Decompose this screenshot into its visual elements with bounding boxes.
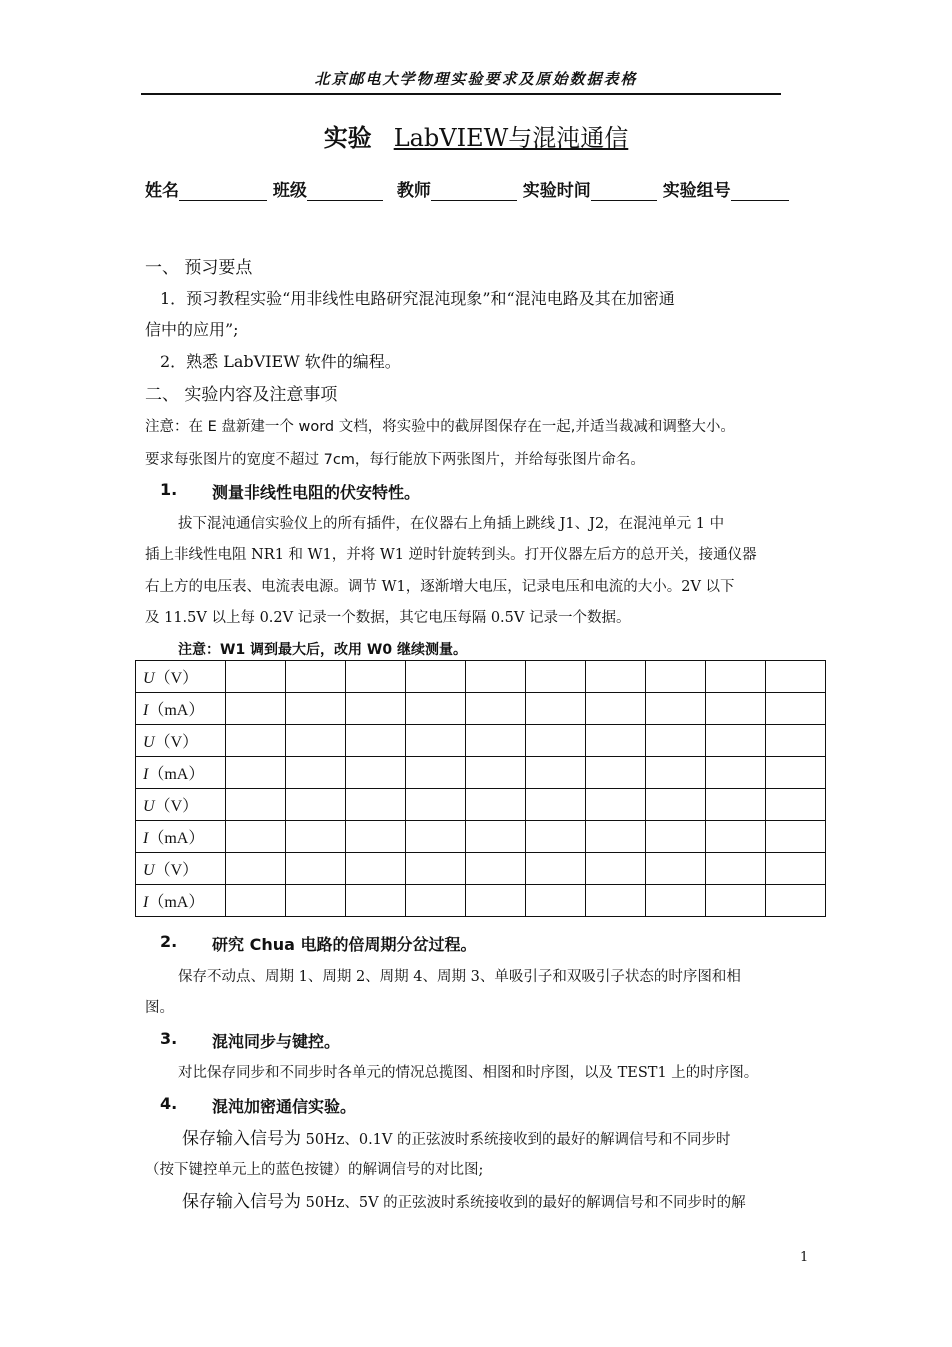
table-row xyxy=(136,821,826,853)
section1-heading: 一、 预习要点 xyxy=(145,258,253,278)
data-cell[interactable] xyxy=(346,725,406,757)
info-fields xyxy=(145,176,789,201)
data-cell[interactable] xyxy=(346,661,406,693)
exp2-line1: 保存不动点、周期 1、周期 2、周期 4、周期 3、单吸引子和双吸引子状态的时序图和相 xyxy=(178,969,741,985)
exp4-line1 xyxy=(182,1124,730,1149)
row-label xyxy=(136,757,226,789)
row-variable: I xyxy=(143,702,149,719)
data-cell[interactable] xyxy=(466,661,526,693)
name-blank[interactable] xyxy=(179,182,267,201)
section1-item1-line2: 信中的应用”; xyxy=(145,320,239,339)
row-label xyxy=(136,885,226,917)
table-row xyxy=(136,885,826,917)
exp3-line1: 对比保存同步和不同步时各单元的情况总揽图、相图和时序图，以及 TEST1 上的时序图。 xyxy=(178,1065,759,1081)
data-cell[interactable] xyxy=(646,693,706,725)
data-cell[interactable] xyxy=(286,693,346,725)
row-variable: U xyxy=(143,862,155,879)
row-label xyxy=(136,661,226,693)
data-cell[interactable] xyxy=(226,693,286,725)
exp1-line4: 及 11.5V 以上每 0.2V 记录一个数据，其它电压每隔 0.5V 记录一个数据。 xyxy=(145,610,631,626)
exp1-line3: 右上方的电压表、电流表电源。调节 W1，逐渐增大电压，记录电压和电流的大小。2V 以下 xyxy=(145,579,735,595)
data-cell[interactable] xyxy=(406,789,466,821)
data-cell[interactable] xyxy=(586,789,646,821)
exp4-line3-lead: 保存输入信号为 xyxy=(182,1192,301,1212)
data-cell[interactable] xyxy=(706,821,766,853)
document-title xyxy=(0,118,952,153)
time-label: 实验时间 xyxy=(522,181,591,201)
data-cell[interactable] xyxy=(226,757,286,789)
data-cell[interactable] xyxy=(406,885,466,917)
data-cell[interactable] xyxy=(646,853,706,885)
data-cell[interactable] xyxy=(766,789,826,821)
group-blank[interactable] xyxy=(731,182,789,201)
data-cell[interactable] xyxy=(466,693,526,725)
data-cell[interactable] xyxy=(346,693,406,725)
data-cell[interactable] xyxy=(406,661,466,693)
row-unit: （mA） xyxy=(148,766,205,783)
data-cell[interactable] xyxy=(406,693,466,725)
data-cell[interactable] xyxy=(226,853,286,885)
section2-note-line1: 注意：在 E 盘新建一个 word 文档，将实验中的截屏图保存在一起,并适当裁减和调整大小。 xyxy=(145,419,735,435)
data-cell[interactable] xyxy=(346,821,406,853)
row-unit: （V） xyxy=(154,670,199,687)
table-row xyxy=(136,725,826,757)
data-cell[interactable] xyxy=(766,661,826,693)
exp4-line3-rest: 50Hz、5V 的正弦波时系统接收到的最好的解调信号和不同步时的解 xyxy=(301,1195,746,1211)
table-row xyxy=(136,853,826,885)
row-unit: （mA） xyxy=(148,702,205,719)
data-cell[interactable] xyxy=(766,853,826,885)
data-cell[interactable] xyxy=(706,693,766,725)
exp1-note: 注意：W1 调到最大后，改用 W0 继续测量。 xyxy=(178,642,467,658)
row-variable: I xyxy=(143,894,149,911)
data-cell[interactable] xyxy=(226,661,286,693)
data-cell[interactable] xyxy=(646,789,706,821)
data-cell[interactable] xyxy=(406,725,466,757)
data-cell[interactable] xyxy=(646,885,706,917)
data-cell[interactable] xyxy=(646,821,706,853)
data-cell[interactable] xyxy=(286,789,346,821)
exp4-line3 xyxy=(182,1187,746,1212)
data-cell[interactable] xyxy=(346,853,406,885)
title-prefix: 实验 xyxy=(323,123,372,152)
data-cell[interactable] xyxy=(406,757,466,789)
data-cell[interactable] xyxy=(466,885,526,917)
data-cell[interactable] xyxy=(766,757,826,789)
data-cell[interactable] xyxy=(226,789,286,821)
table-row xyxy=(136,789,826,821)
row-unit: （mA） xyxy=(148,830,205,847)
table-row xyxy=(136,757,826,789)
section1-item2: 2．熟悉 LabVIEW 软件的编程。 xyxy=(160,352,401,371)
data-cell[interactable] xyxy=(646,757,706,789)
exp4-line1-lead: 保存输入信号为 xyxy=(182,1129,301,1149)
exp4-line2: （按下键控单元上的蓝色按键）的解调信号的对比图; xyxy=(145,1162,484,1178)
data-cell[interactable] xyxy=(346,757,406,789)
exp4-number: 4. xyxy=(160,1094,178,1113)
row-label xyxy=(136,821,226,853)
data-cell[interactable] xyxy=(286,821,346,853)
data-cell[interactable] xyxy=(466,821,526,853)
row-unit: （mA） xyxy=(148,894,205,911)
page-number: 1 xyxy=(800,1250,809,1265)
data-cell[interactable] xyxy=(646,725,706,757)
data-cell[interactable] xyxy=(226,821,286,853)
data-cell[interactable] xyxy=(706,885,766,917)
data-cell[interactable] xyxy=(286,853,346,885)
row-unit: （V） xyxy=(154,862,199,879)
data-cell[interactable] xyxy=(466,789,526,821)
data-cell[interactable] xyxy=(586,725,646,757)
exp4-line1-rest: 50Hz、0.1V 的正弦波时系统接收到的最好的解调信号和不同步时 xyxy=(301,1132,731,1148)
data-cell[interactable] xyxy=(226,725,286,757)
exp2-title: 研究 Chua 电路的倍周期分岔过程。 xyxy=(212,935,477,954)
data-cell[interactable] xyxy=(586,661,646,693)
data-cell[interactable] xyxy=(586,885,646,917)
iv-data-table xyxy=(135,660,826,917)
data-cell[interactable] xyxy=(706,853,766,885)
row-unit: （V） xyxy=(154,734,199,751)
data-cell[interactable] xyxy=(346,789,406,821)
data-cell[interactable] xyxy=(526,757,586,789)
data-cell[interactable] xyxy=(526,661,586,693)
header-rule xyxy=(141,93,781,95)
row-label xyxy=(136,693,226,725)
group-label: 实验组号 xyxy=(662,181,731,201)
name-label: 姓名 xyxy=(145,181,179,201)
exp3-title: 混沌同步与键控。 xyxy=(212,1032,341,1051)
section2-note-line2: 要求每张图片的宽度不超过 7cm，每行能放下两张图片，并给每张图片命名。 xyxy=(145,452,645,468)
teacher-label: 教师 xyxy=(396,181,431,201)
data-cell[interactable] xyxy=(406,853,466,885)
data-cell[interactable] xyxy=(586,821,646,853)
exp1-line2: 插上非线性电阻 NR1 和 W1，并将 W1 逆时针旋转到头。打开仪器左后方的总开关，接通仪器 xyxy=(145,547,757,563)
data-cell[interactable] xyxy=(586,853,646,885)
table-row xyxy=(136,693,826,725)
section1-item1-line1: 1．预习教程实验“用非线性电路研究混沌现象”和“混沌电路及其在加密通 xyxy=(160,289,675,308)
exp3-number: 3. xyxy=(160,1029,178,1048)
class-label: 班级 xyxy=(272,181,307,201)
data-cell[interactable] xyxy=(706,725,766,757)
data-cell[interactable] xyxy=(286,725,346,757)
data-cell[interactable] xyxy=(526,853,586,885)
data-cell[interactable] xyxy=(286,661,346,693)
row-variable: I xyxy=(143,766,149,783)
class-blank[interactable] xyxy=(307,182,383,201)
data-cell[interactable] xyxy=(526,725,586,757)
data-cell[interactable] xyxy=(286,757,346,789)
exp1-line1: 拔下混沌通信实验仪上的所有插件，在仪器右上角插上跳线 J1、J2，在混沌单元 1 中 xyxy=(178,516,725,532)
data-cell[interactable] xyxy=(466,853,526,885)
row-label xyxy=(136,725,226,757)
data-cell[interactable] xyxy=(706,789,766,821)
data-cell[interactable] xyxy=(586,757,646,789)
data-cell[interactable] xyxy=(526,885,586,917)
section2-heading: 二、 实验内容及注意事项 xyxy=(145,385,338,405)
data-cell[interactable] xyxy=(766,693,826,725)
exp2-line2: 图。 xyxy=(145,1000,174,1016)
row-variable: U xyxy=(143,798,155,815)
time-blank[interactable] xyxy=(591,182,657,201)
data-cell[interactable] xyxy=(706,661,766,693)
data-cell[interactable] xyxy=(766,821,826,853)
data-cell[interactable] xyxy=(646,661,706,693)
row-unit: （V） xyxy=(154,798,199,815)
data-cell[interactable] xyxy=(406,821,466,853)
data-cell[interactable] xyxy=(226,885,286,917)
row-label xyxy=(136,789,226,821)
row-variable: I xyxy=(143,830,149,847)
exp2-number: 2. xyxy=(160,932,178,951)
exp1-title: 测量非线性电阻的伏安特性。 xyxy=(212,483,421,502)
data-cell[interactable] xyxy=(466,725,526,757)
data-cell[interactable] xyxy=(526,821,586,853)
title-name: LabVIEW与混沌通信 xyxy=(393,124,629,152)
exp4-title: 混沌加密通信实验。 xyxy=(212,1097,357,1116)
data-cell[interactable] xyxy=(466,757,526,789)
data-cell[interactable] xyxy=(286,885,346,917)
exp1-number: 1. xyxy=(160,480,178,499)
data-cell[interactable] xyxy=(586,693,646,725)
row-variable: U xyxy=(143,670,155,687)
page-header: 北京邮电大学物理实验要求及原始数据表格 xyxy=(314,70,638,88)
data-cell[interactable] xyxy=(526,789,586,821)
row-label xyxy=(136,853,226,885)
data-cell[interactable] xyxy=(766,725,826,757)
data-cell[interactable] xyxy=(346,885,406,917)
data-cell[interactable] xyxy=(526,693,586,725)
data-cell[interactable] xyxy=(706,757,766,789)
table-row xyxy=(136,661,826,693)
row-variable: U xyxy=(143,734,155,751)
teacher-blank[interactable] xyxy=(431,182,517,201)
data-cell[interactable] xyxy=(766,885,826,917)
